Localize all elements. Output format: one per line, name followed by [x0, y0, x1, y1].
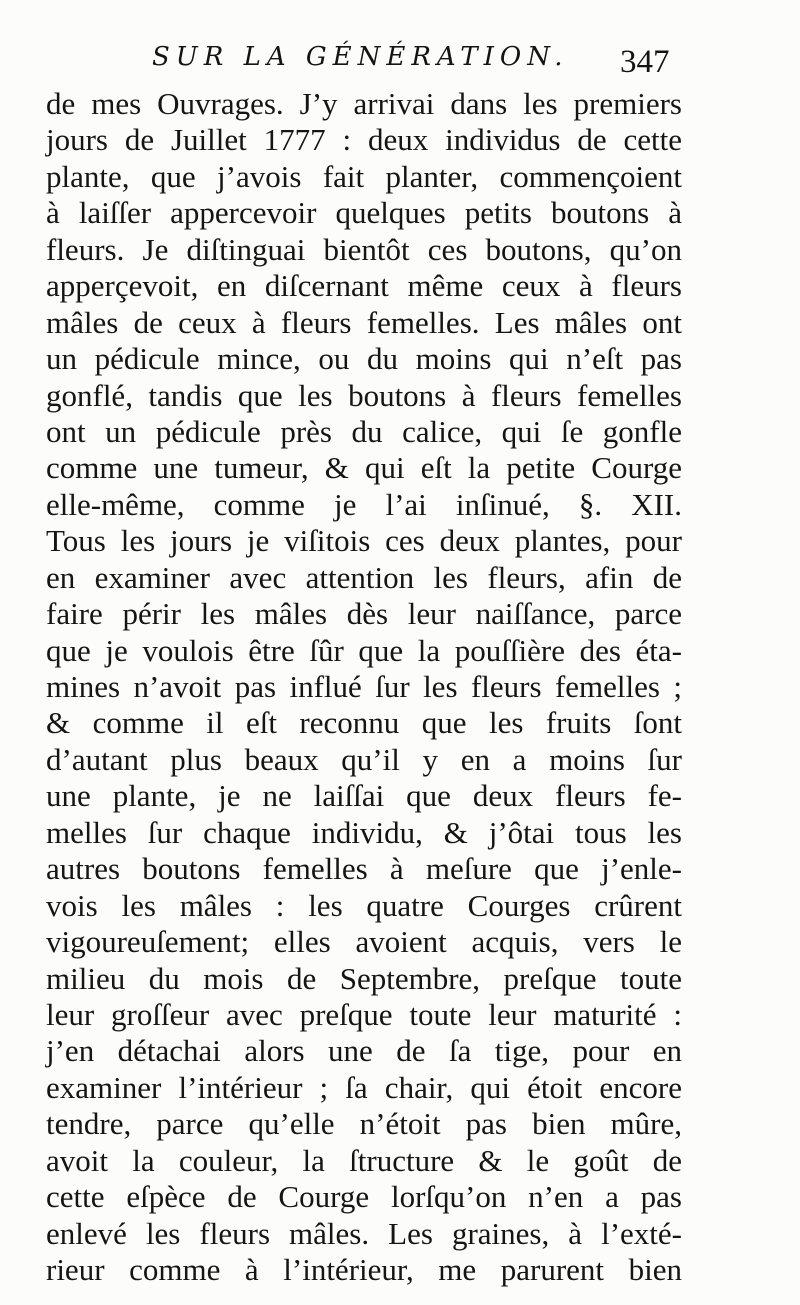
text-line: leur groſſeur avec preſque toute leur maturité :	[46, 996, 682, 1032]
text-line: en examiner avec attention les fleurs, afin de	[46, 559, 682, 595]
text-line: examiner l’intérieur ; ſa chair, qui étoit encore	[46, 1069, 682, 1105]
text-line: une plante, je ne laiſſai que deux fleurs fe-	[46, 778, 682, 814]
text-line: & comme il eſt reconnu que les fruits ſont	[46, 705, 682, 741]
text-line: un pédicule mince, ou du moins qui n’eſt pas	[46, 341, 682, 377]
text-line: mâles de ceux à fleurs femelles. Les mâles ont	[46, 304, 682, 340]
text-line: comme une tumeur, & qui eſt la petite Courge	[46, 450, 682, 486]
text-line: mines n’avoit pas influé ſur les fleurs femelles ;	[46, 669, 682, 704]
text-line: autres boutons femelles à meſure que j’enle-	[46, 851, 682, 887]
text-line: fleurs. Je diſtinguai bientôt ces boutons, qu’on	[46, 231, 682, 267]
text-line: vois les mâles : les quatre Courges crûrent	[46, 887, 682, 923]
text-line: gonflé, tandis que les boutons à fleurs femelles	[46, 377, 682, 413]
text-line: jours de Juillet 1777 : deux individus de cette	[46, 122, 682, 158]
page-number: 347	[620, 44, 670, 80]
text-line: j’en détachai alors une de ſa tige, pour en	[46, 1033, 682, 1069]
text-line: rieur comme à l’intérieur, me parurent bien	[46, 1252, 682, 1287]
text-line: que je voulois être ſûr que la pouſſière des éta-	[46, 632, 682, 668]
text-line: tendre, parce qu’elle n’étoit pas bien mûre,	[46, 1106, 682, 1142]
text-line: elle-même, comme je l’ai inſinué, §. XII.	[46, 486, 682, 522]
text-line: milieu du mois de Septembre, preſque toute	[46, 960, 682, 996]
text-line: vigoureuſement; elles avoient acquis, vers le	[46, 924, 682, 960]
text-line: melles ſur chaque individu, & j’ôtai tous les	[46, 814, 682, 850]
text-line: plante, que j’avois fait planter, commençoient	[46, 158, 682, 194]
text-line: avoit la couleur, la ſtructure & le goût de	[46, 1142, 682, 1178]
text-line: à laiſſer appercevoir quelques petits boutons à	[46, 195, 682, 231]
text-line: apperçevoit, en diſcernant même ceux à fleurs	[46, 268, 682, 304]
text-line: cette eſpèce de Courge lorſqu’on n’en a pas	[46, 1179, 682, 1215]
text-line: faire périr les mâles dès leur naiſſance, parce	[46, 596, 682, 632]
text-line: de mes Ouvrages. J’y arrivai dans les premiers	[46, 86, 682, 121]
text-line: Tous les jours je viſitois ces deux plantes, pour	[46, 523, 682, 559]
page-header	[0, 42, 800, 82]
running-head: SUR LA GÉNÉRATION.	[152, 42, 569, 72]
body-text	[46, 86, 682, 1288]
text-line: ont un pédicule près du calice, qui ſe gonfle	[46, 413, 682, 449]
text-line: enlevé les fleurs mâles. Les graines, à l’exté-	[46, 1215, 682, 1251]
text-line: d’autant plus beaux qu’il y en a moins ſur	[46, 741, 682, 777]
